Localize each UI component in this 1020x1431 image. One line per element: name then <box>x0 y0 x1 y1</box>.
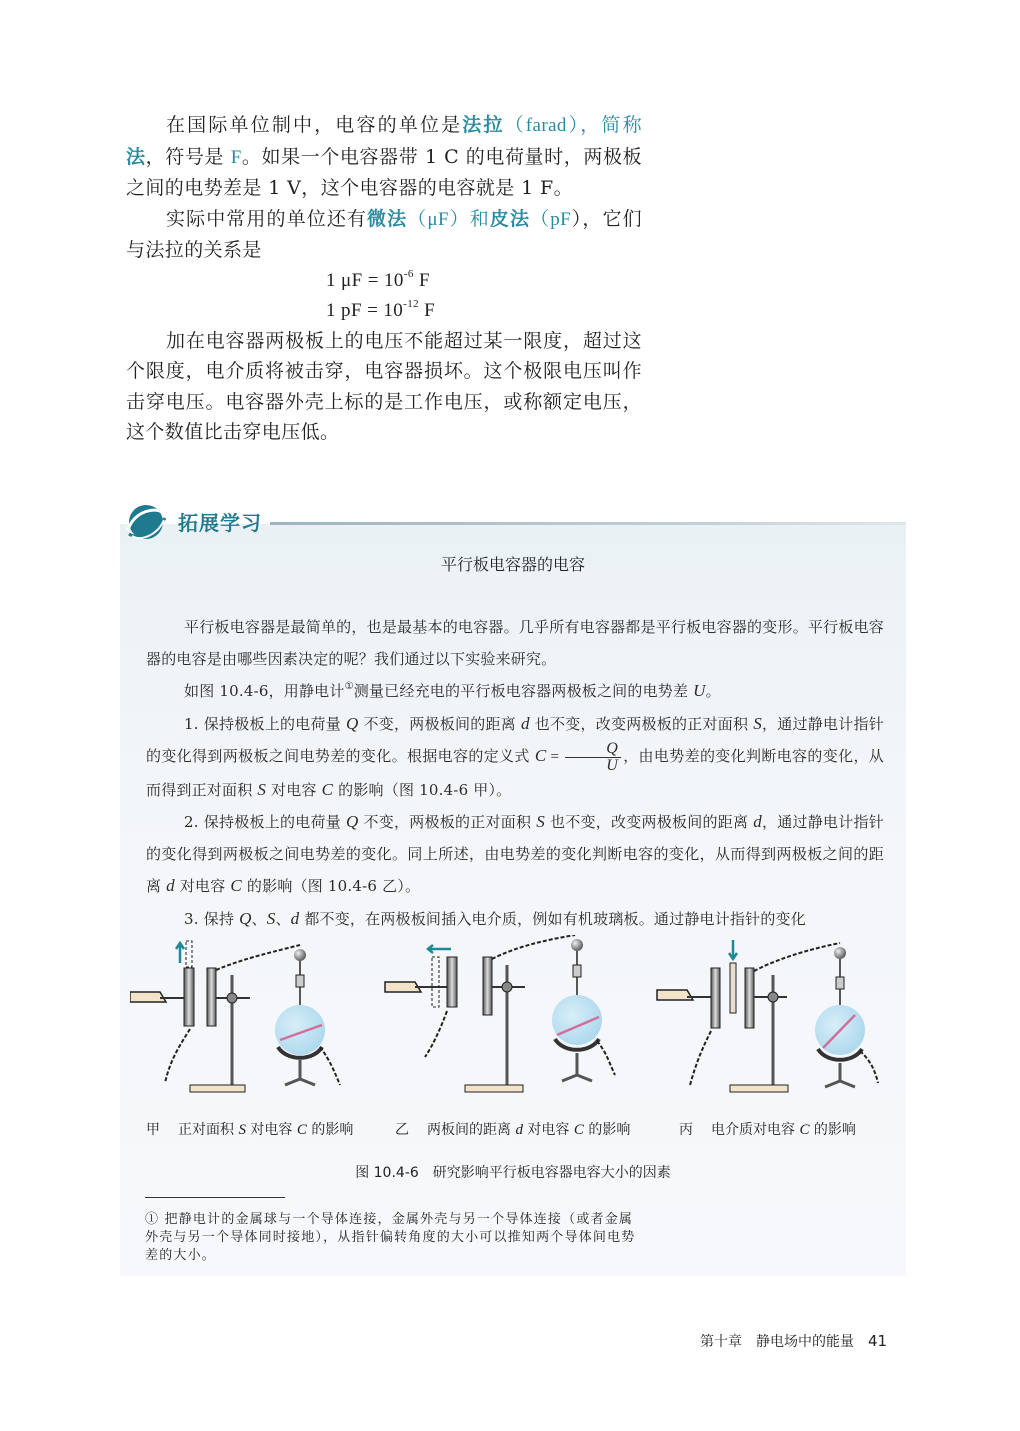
text: 实际中常用的单位还有 <box>166 207 368 230</box>
capacitance-fraction <box>565 741 621 774</box>
page-footer <box>700 1331 887 1351</box>
fraction-denominator: U <box>606 756 619 774</box>
equals-sign: = <box>546 749 564 765</box>
main-text <box>126 110 642 448</box>
extension-logo-icon <box>124 500 168 544</box>
text: 不变，两极板的正对面积 <box>358 813 537 831</box>
chapter-number: 第十章 <box>700 1334 742 1350</box>
subcaption-label: 甲 <box>146 1122 160 1138</box>
var-C: C <box>296 1122 307 1138</box>
paragraph-breakdown-voltage: 加在电容器两极板上的电压不能超过某一限度，超过这个限度，电介质将被击穿，电容器损坏。这个极限电压叫作击穿电压。电容器外壳上标的是工作电压，或称额定电压，这个数值比击穿电压低。 <box>126 329 642 443</box>
text: 的影响（图 10.4-6 乙）。 <box>241 877 421 895</box>
exponent: -6 <box>403 267 414 280</box>
term-fa: 法 <box>126 145 146 168</box>
term-farad-latin: farad <box>525 115 567 136</box>
var-d: d <box>166 876 175 895</box>
paragraph-intro: 平行板电容器是最简单的，也是最基本的电容器。几乎所有电容器都是平行板电容器的变形。平行板电容器的电容是由哪些因素决定的呢？我们通过以下实验来研究。 <box>146 618 884 668</box>
text: 1. 保持极板上的电荷量 <box>184 714 347 733</box>
var-d: d <box>753 812 762 831</box>
text: 1 pF = 10 <box>326 299 404 321</box>
text: 对电容 <box>266 780 322 799</box>
var-C: C <box>573 1122 584 1138</box>
page-number: 41 <box>868 1332 888 1350</box>
figure-caption: 图 10.4-6 研究影响平行板电容器电容大小的因素 <box>355 1165 671 1181</box>
text: 也不变，改变两极板间的距离 <box>545 813 754 831</box>
term-farad: 法拉 <box>462 114 505 136</box>
paragraph-step-3 <box>146 903 884 936</box>
footnote-divider <box>145 1197 285 1198</box>
apparatus-yi <box>385 935 615 1092</box>
subcaption-yi <box>395 1119 630 1139</box>
text: 的影响 <box>583 1122 631 1138</box>
var-U: U <box>693 681 706 700</box>
text: ），它们与法拉的关系是 <box>126 207 642 261</box>
text: 测量已经充电的平行板电容器两极板之间的电势差 <box>353 682 694 700</box>
text: 的影响（图 10.4-6 甲）。 <box>333 780 512 799</box>
var-C: C <box>534 746 547 765</box>
text: 如图 10.4-6，用静电计 <box>184 682 345 700</box>
symbol-F: F <box>230 146 242 168</box>
text: 的影响 <box>809 1122 856 1138</box>
paragraph-step-2 <box>146 806 884 903</box>
text: 电介质对电容 <box>711 1122 800 1138</box>
paragraph-electroscope <box>146 675 884 708</box>
extension-heading: 拓展学习 <box>178 511 262 535</box>
subcaption-bing <box>679 1119 856 1139</box>
text: 1 μF = 10 <box>326 269 404 291</box>
formula-microfarad <box>126 266 642 296</box>
subcaption-jia <box>146 1119 353 1139</box>
subcaption-label: 乙 <box>395 1122 409 1138</box>
text: （ <box>407 208 428 230</box>
var-Q: Q <box>239 908 252 928</box>
paragraph-units <box>126 204 642 266</box>
var-d: d <box>521 713 530 733</box>
text: 的影响 <box>306 1122 354 1138</box>
var-S: S <box>536 812 545 831</box>
text: 两板间的距离 <box>427 1122 516 1138</box>
var-Q: Q <box>346 812 359 831</box>
symbol-pF: pF <box>550 208 572 230</box>
text: ，由电势差的变化判断电容的变化，从而得到正对面积 <box>146 747 884 799</box>
fraction-numerator: Q <box>565 741 621 758</box>
text: 在国际单位制中，电容的单位是 <box>166 114 463 136</box>
var-C: C <box>799 1122 810 1138</box>
text: 2. 保持极板上的电荷量 <box>184 813 347 831</box>
extension-body <box>146 612 884 935</box>
paragraph-step-1 <box>146 708 884 807</box>
text: 对电容 <box>174 877 231 895</box>
text: 都不变，在两极板间插入电介质，例如有机玻璃板。通过静电计指针的变化 <box>299 909 806 928</box>
text: F <box>413 269 430 291</box>
panel-divider <box>270 522 906 525</box>
chapter-title: 静电场中的能量 <box>756 1334 854 1350</box>
text: 对电容 <box>245 1122 297 1138</box>
paragraph-farad <box>126 110 642 204</box>
text: ，通过静电计指针的变化得到两极板之间电势差的变化。根据电容的定义式 <box>146 714 885 765</box>
footnote-marker[interactable]: ① <box>344 681 354 692</box>
var-C: C <box>230 876 242 895</box>
text: 也不变，改变两极板的正对面积 <box>529 714 754 733</box>
text: ，通过静电计指针的变化得到两极板之间电势差的变化。同上所述，由电势差的变化判断电容的变化，从而得到两极板之间的距离 <box>146 813 885 895</box>
var-S: S <box>238 1122 246 1138</box>
text: 不变，两极板间的距离 <box>358 714 522 733</box>
apparatus-jia <box>130 941 340 1092</box>
text: ）和 <box>448 208 490 230</box>
formula-picofarad <box>126 296 642 326</box>
var-S: S <box>266 908 276 928</box>
text: F <box>419 299 436 321</box>
var-Q: Q <box>346 713 359 733</box>
text: 、 <box>251 909 267 928</box>
var-S: S <box>753 713 762 733</box>
term-microfarad: 微法 <box>367 207 408 230</box>
var-S: S <box>257 779 267 799</box>
term-picofarad: 皮法 <box>489 207 531 230</box>
text: 。如果一个电容器带 1 C 的电荷量时，两极板之间的电势差是 1 V，这个电容器的电容就是 1 F。 <box>126 145 642 199</box>
apparatus-bing <box>657 940 878 1092</box>
experiment-figure <box>130 935 900 1105</box>
extension-title: 平行板电容器的电容 <box>440 555 585 574</box>
text: 对电容 <box>522 1122 574 1138</box>
text: （ <box>530 208 551 230</box>
text: ，符号是 <box>145 145 231 168</box>
footnote: ① 把静电计的金属球与一个导体连接，金属外壳与另一个导体连接（或者金属外壳与另一个导体同时接地），从指针偏转角度的大小可以推知两个导体间电势差的大小。 <box>145 1212 636 1263</box>
text: 、 <box>275 909 291 928</box>
var-d: d <box>290 908 300 928</box>
text: 正对面积 <box>178 1122 239 1138</box>
exponent: -12 <box>403 297 420 310</box>
var-C: C <box>321 779 334 799</box>
text: 。 <box>705 682 721 700</box>
subcaption-label: 丙 <box>679 1122 693 1138</box>
text: （ <box>504 115 526 136</box>
symbol-uF: μF <box>427 208 449 230</box>
text: ），简称 <box>566 115 642 136</box>
text: 3. 保持 <box>184 909 240 928</box>
var-d: d <box>515 1122 523 1138</box>
